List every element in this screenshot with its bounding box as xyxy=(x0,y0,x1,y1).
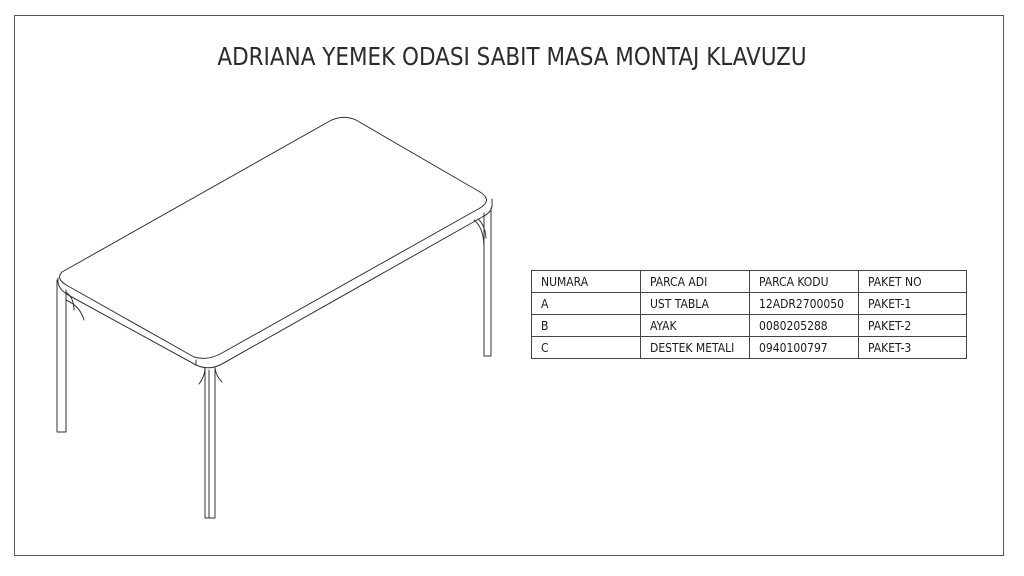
header-parca-kodu: PARCA KODU xyxy=(750,271,859,293)
header-parca-adi: PARCA ADI xyxy=(641,271,750,293)
page-title: ADRIANA YEMEK ODASI SABIT MASA MONTAJ KLAVUZU xyxy=(217,42,807,71)
tabletop-top xyxy=(60,117,487,358)
cell-paket-no: PAKET-3 xyxy=(859,337,967,359)
parts-table xyxy=(531,270,967,359)
cell-numara: C xyxy=(532,337,641,359)
cell-parca-adi: DESTEK METALI xyxy=(641,337,750,359)
cell-paket-no: PAKET-1 xyxy=(859,293,967,315)
parts-table-header-row xyxy=(532,271,967,293)
leg-left xyxy=(57,280,84,432)
cell-parca-kodu: 12ADR2700050 xyxy=(750,293,859,315)
cell-parca-kodu: 0940100797 xyxy=(750,337,859,359)
cell-numara: A xyxy=(532,293,641,315)
table-row xyxy=(532,315,967,337)
leg-back-right xyxy=(474,208,491,356)
cell-parca-adi: AYAK xyxy=(641,315,750,337)
cell-paket-no: PAKET-2 xyxy=(859,315,967,337)
leg-front xyxy=(199,368,222,518)
table-row xyxy=(532,337,967,359)
cell-parca-kodu: 0080205288 xyxy=(750,315,859,337)
tabletop-edge xyxy=(58,199,492,368)
header-numara: NUMARA xyxy=(532,271,641,293)
cell-parca-adi: UST TABLA xyxy=(641,293,750,315)
table-row xyxy=(532,293,967,315)
header-paket-no: PAKET NO xyxy=(859,271,967,293)
cell-numara: B xyxy=(532,315,641,337)
